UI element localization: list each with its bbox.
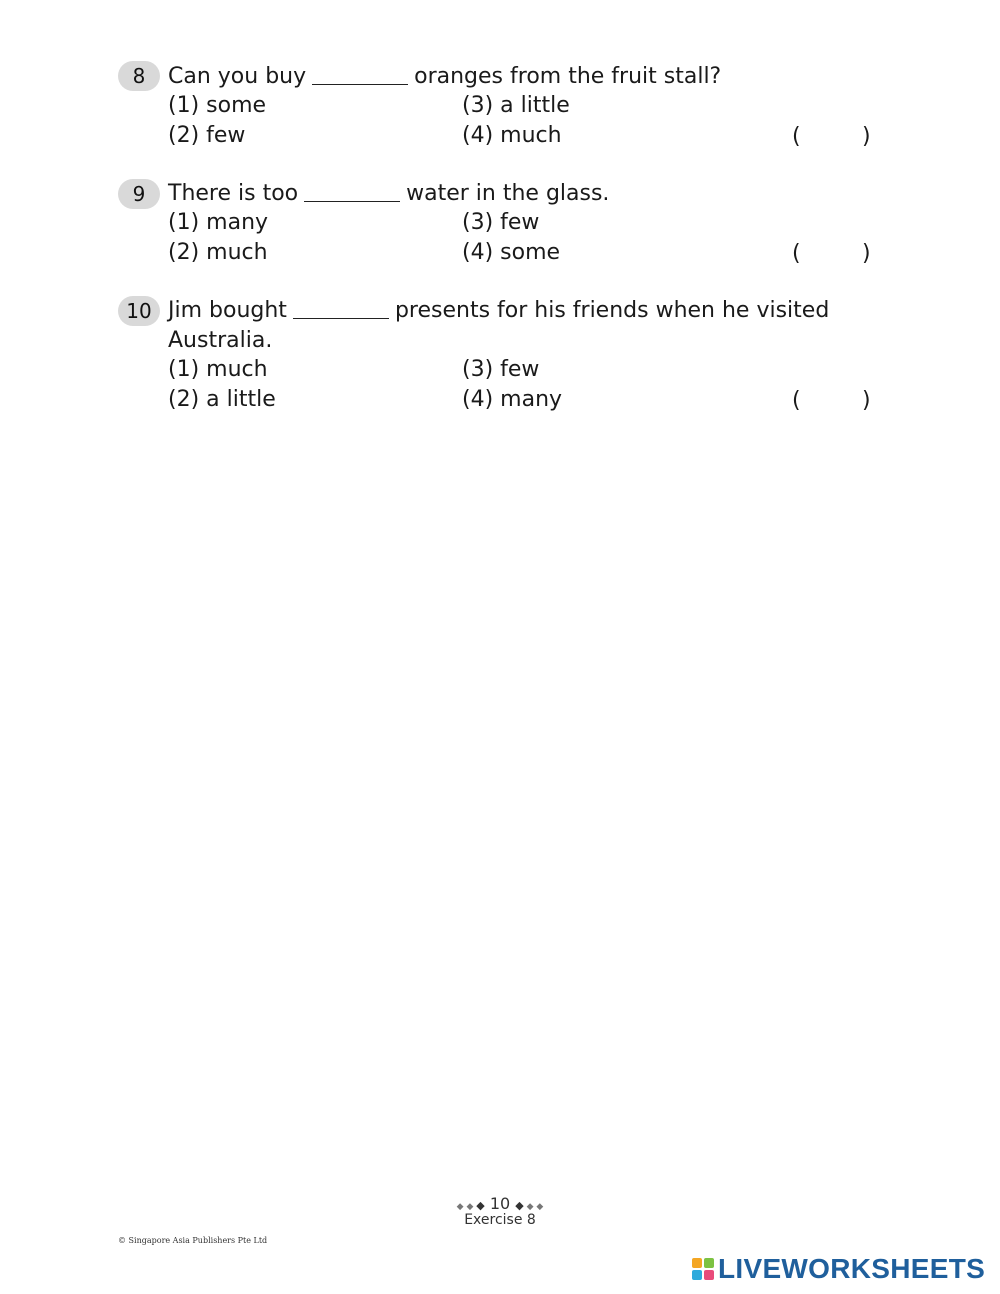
answer-paren-close[interactable]: ) [862, 124, 871, 149]
liveworksheets-wordmark: LIVEWORKSHEETS [718, 1253, 986, 1284]
logo-square [704, 1270, 714, 1280]
option-3: (3) a little [462, 93, 570, 118]
option-1: (1) much [168, 357, 268, 382]
copyright-notice: © Singapore Asia Publishers Pte Ltd [118, 1236, 268, 1245]
answer-paren-close[interactable]: ) [862, 388, 871, 413]
question-text-before: Can you buy [168, 64, 307, 89]
question-text-before: There is too [168, 181, 299, 206]
diamond-icon: ◆ [515, 1199, 524, 1212]
question-text-after: presents for his friends when he visited [394, 298, 830, 323]
answer-blank[interactable] [293, 304, 389, 319]
option-4: (4) many [462, 387, 563, 412]
question-number: 8 [118, 61, 160, 91]
question-line [168, 179, 609, 209]
question-line [168, 296, 829, 326]
option-4: (4) much [462, 123, 562, 148]
option-3: (3) few [462, 357, 540, 382]
answer-blank[interactable] [312, 70, 408, 85]
option-2: (2) much [168, 240, 268, 265]
question-8 [0, 60, 1000, 149]
question-number: 10 [118, 296, 160, 326]
question-number: 9 [118, 179, 160, 209]
answer-paren-open[interactable]: ( [792, 241, 801, 266]
liveworksheets-icon [692, 1258, 714, 1280]
question-line [168, 62, 721, 92]
answer-paren-open[interactable]: ( [792, 388, 801, 413]
answer-paren-open[interactable]: ( [792, 124, 801, 149]
exercise-label: Exercise 8 [464, 1212, 536, 1228]
option-2: (2) a little [168, 387, 276, 412]
logo-square [692, 1258, 702, 1268]
page-number-text: 10 [489, 1194, 511, 1213]
diamond-icon: ◆ ◆ [456, 1202, 477, 1212]
option-3: (3) few [462, 210, 540, 235]
page-number [0, 1194, 1000, 1213]
logo-square [704, 1258, 714, 1268]
option-1: (1) many [168, 210, 269, 235]
question-10 [0, 295, 1000, 415]
logo-square [692, 1270, 702, 1280]
question-text-after: oranges from the fruit stall? [414, 64, 722, 89]
question-text-before: Jim bought [168, 298, 287, 323]
option-4: (4) some [462, 240, 561, 265]
question-line-2: Australia. [168, 328, 273, 353]
liveworksheets-logo[interactable] [692, 1254, 985, 1284]
answer-paren-close[interactable]: ) [862, 241, 871, 266]
question-9 [0, 178, 1000, 266]
diamond-icon: ◆ ◆ [523, 1202, 544, 1212]
question-text-after: water in the glass. [406, 181, 610, 206]
diamond-icon: ◆ [476, 1199, 485, 1212]
option-1: (1) some [168, 93, 267, 118]
option-2: (2) few [168, 123, 246, 148]
answer-blank[interactable] [304, 187, 400, 202]
